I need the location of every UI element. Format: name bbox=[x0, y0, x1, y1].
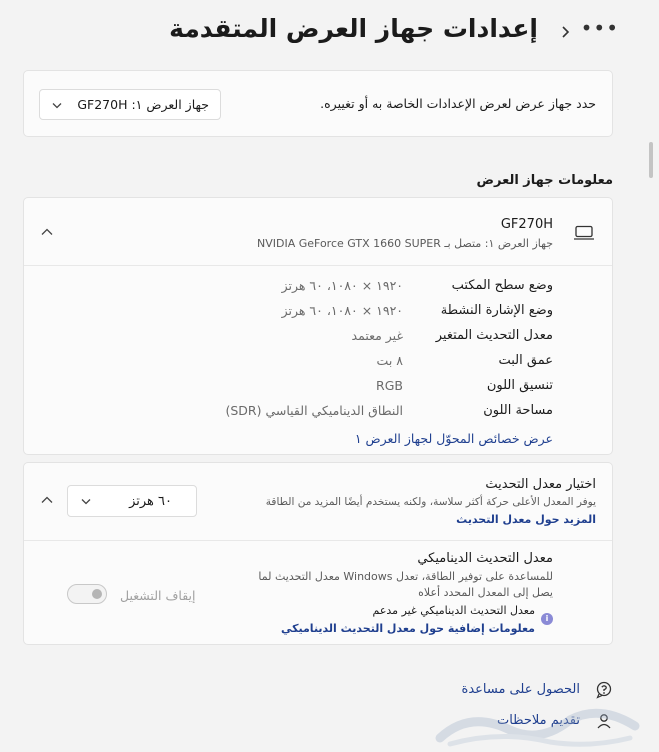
dynamic-refresh-toggle[interactable] bbox=[67, 584, 107, 604]
monitor-subtitle: جهاز العرض ١: متصل بـ NVIDIA GeForce GTX 1660 SUPER bbox=[256, 237, 553, 250]
info-label-bit-depth: عمق البت bbox=[498, 353, 553, 368]
refresh-rate-header bbox=[24, 463, 612, 541]
display-info-header[interactable] bbox=[24, 198, 612, 266]
info-icon: i bbox=[541, 613, 553, 625]
chevron-down-icon bbox=[52, 102, 62, 109]
info-label-color-format: تنسيق اللون bbox=[486, 378, 553, 393]
info-label-color-space: مساحة اللون bbox=[483, 403, 553, 418]
dynamic-refresh-description-line1: للمساعدة على توفير الطاقة، تعدل Windows معدل التحديث لما bbox=[258, 570, 553, 583]
refresh-rate-learn-more-link[interactable]: المزيد حول معدل التحديث bbox=[456, 513, 596, 526]
selector-description: حدد جهاز عرض لعرض الإعدادات الخاصة به أو تغييره. bbox=[320, 96, 596, 111]
info-label-vrr: معدل التحديث المتغير bbox=[435, 328, 553, 343]
info-label-active-signal: وضع الإشارة النشطة bbox=[440, 303, 553, 318]
section-heading: معلومات جهاز العرض bbox=[476, 173, 613, 188]
help-icon bbox=[595, 681, 613, 699]
info-value-desktop-mode: ١٩٢٠ × ١٠٨٠، ٦٠ هرتز bbox=[281, 278, 403, 293]
display-dropdown[interactable] bbox=[39, 89, 221, 120]
give-feedback-link[interactable]: تقديم ملاحظات bbox=[496, 713, 580, 728]
refresh-rate-dropdown[interactable] bbox=[67, 485, 197, 517]
ellipsis-icon[interactable]: ••• bbox=[580, 16, 619, 40]
dynamic-refresh-unsupported: معدل التحديث الديناميكي غير مدعم bbox=[372, 604, 535, 617]
chevron-right-icon bbox=[559, 23, 573, 41]
chevron-up-icon[interactable] bbox=[41, 228, 53, 236]
refresh-rate-title: اختيار معدل التحديث bbox=[485, 477, 596, 492]
refresh-rate-dropdown-value: ٦٠ هرتز bbox=[129, 494, 172, 509]
chevron-down-icon bbox=[81, 498, 91, 505]
dynamic-refresh-toggle-label: إيقاف التشغيل bbox=[120, 588, 196, 603]
refresh-rate-card bbox=[23, 462, 613, 645]
display-selector-card bbox=[23, 70, 613, 137]
watermark-logo-icon bbox=[430, 700, 645, 748]
info-label-desktop-mode: وضع سطح المكتب bbox=[451, 278, 553, 293]
info-value-color-space: النطاق الديناميكي القياسي (SDR) bbox=[225, 403, 403, 418]
dynamic-refresh-title: معدل التحديث الديناميكي bbox=[417, 551, 553, 566]
dynamic-refresh-more-info-link[interactable]: معلومات إضافية حول معدل التحديث الديناميكي bbox=[280, 622, 535, 635]
scrollbar-thumb[interactable] bbox=[649, 142, 653, 178]
laptop-icon bbox=[573, 225, 595, 241]
get-help-link[interactable]: الحصول على مساعدة bbox=[461, 682, 580, 697]
chevron-up-icon[interactable] bbox=[41, 496, 53, 504]
page-title: إعدادات جهاز العرض المتقدمة bbox=[169, 14, 538, 43]
dynamic-refresh-description-line2: يصل إلى المعدل المحدد أعلاه bbox=[418, 586, 553, 599]
info-value-active-signal: ١٩٢٠ × ١٠٨٠، ٦٠ هرتز bbox=[281, 303, 403, 318]
info-value-bit-depth: ٨ بت bbox=[376, 353, 403, 368]
adapter-properties-link[interactable]: عرض خصائص المحوّل لجهاز العرض ١ bbox=[354, 431, 553, 446]
monitor-name: GF270H bbox=[500, 217, 553, 232]
refresh-rate-description: يوفر المعدل الأعلى حركة أكثر سلاسة، ولكنه يستخدم أيضًا المزيد من الطاقة bbox=[265, 496, 596, 508]
page-header bbox=[0, 0, 659, 64]
display-dropdown-value: جهاز العرض ١: GF270H bbox=[77, 97, 209, 112]
info-value-vrr: غير معتمد bbox=[351, 328, 403, 343]
info-value-color-format: RGB bbox=[376, 378, 403, 393]
toggle-knob bbox=[92, 589, 102, 599]
display-info-card bbox=[23, 197, 613, 455]
